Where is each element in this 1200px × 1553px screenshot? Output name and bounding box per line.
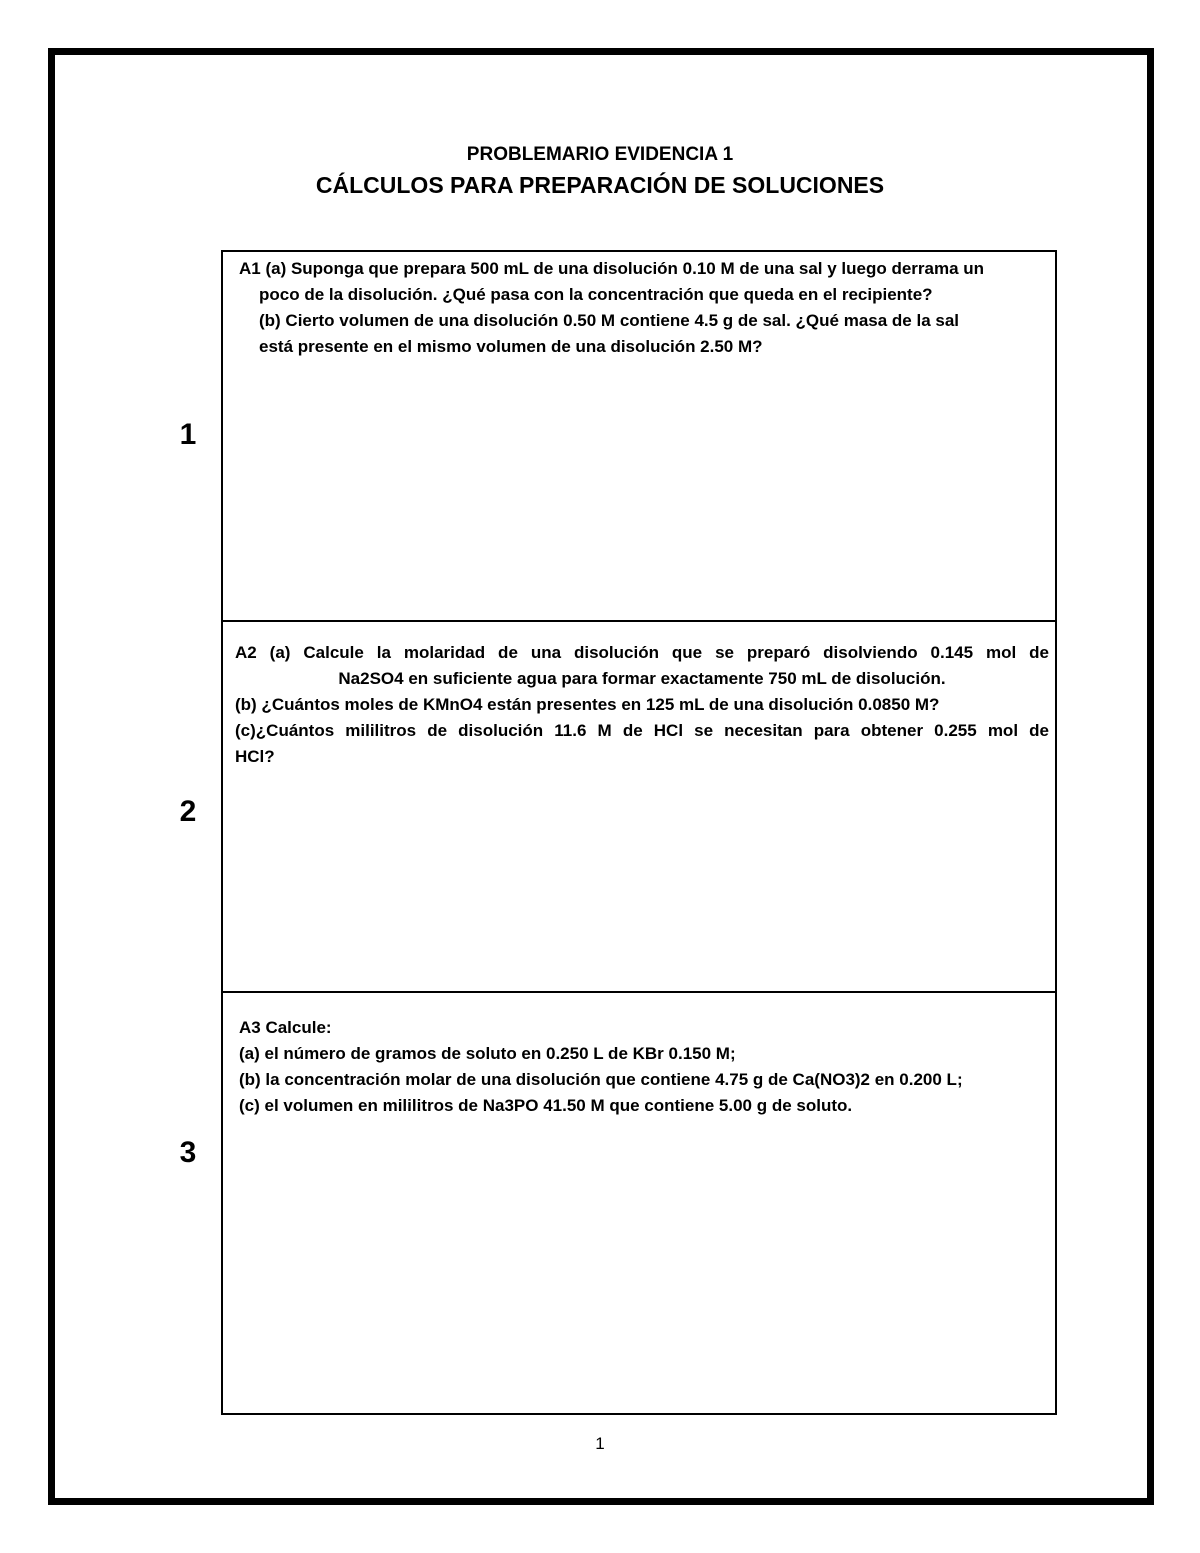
problem-line: (a) el número de gramos de soluto en 0.250 L de KBr 0.150 M; (239, 1044, 736, 1063)
problem-line: (b) Cierto volumen de una disolución 0.50 M contiene 4.5 g de sal. ¿Qué masa de la sal (259, 311, 960, 330)
problem-number-2: 2 (179, 795, 197, 828)
page-number: 1 (595, 1434, 605, 1453)
problem-line: poco de la disolución. ¿Qué pasa con la concentración que queda en el recipiente? (259, 285, 933, 304)
problem-line: (b) la concentración molar de una disolución que contiene 4.75 g de Ca(NO3)2 en 0.200 L; (239, 1070, 963, 1089)
problem-line: (c)¿Cuántos mililitros de disolución 11.6 M de HCl se necesitan para obtener 0.255 mol de (235, 721, 1049, 740)
problem-line: A2 (a) Calcule la molaridad de una disolución que se preparó disolviendo 0.145 mol de (235, 643, 1049, 662)
problem-line: HCl? (235, 747, 275, 766)
document-title: CÁLCULOS PARA PREPARACIÓN DE SOLUCIONES (315, 172, 885, 198)
problem-text-1 (223, 252, 1055, 360)
problem-text-2 (223, 622, 1055, 770)
problem-number-1: 1 (179, 418, 197, 451)
problem-box-2 (221, 620, 1057, 993)
problem-box-1 (221, 250, 1057, 622)
problem-line: A3 Calcule: (239, 1018, 332, 1037)
document-subtitle: PROBLEMARIO EVIDENCIA 1 (466, 144, 734, 165)
problem-text-3 (223, 993, 1055, 1119)
problem-line: (c) el volumen en mililitros de Na3PO 41.50 M que contiene 5.00 g de soluto. (239, 1096, 853, 1115)
problem-line: (b) ¿Cuántos moles de KMnO4 están presentes en 125 mL de una disolución 0.0850 M? (235, 695, 940, 714)
problem-line: está presente en el mismo volumen de una disolución 2.50 M? (259, 337, 763, 356)
problem-box-3 (221, 991, 1057, 1415)
problem-line: A1 (a) Suponga que prepara 500 mL de una disolución 0.10 M de una sal y luego derrama un (239, 259, 985, 278)
problem-number-3: 3 (179, 1136, 197, 1169)
problem-line: Na2SO4 en suficiente agua para formar exactamente 750 mL de disolución. (338, 669, 946, 688)
